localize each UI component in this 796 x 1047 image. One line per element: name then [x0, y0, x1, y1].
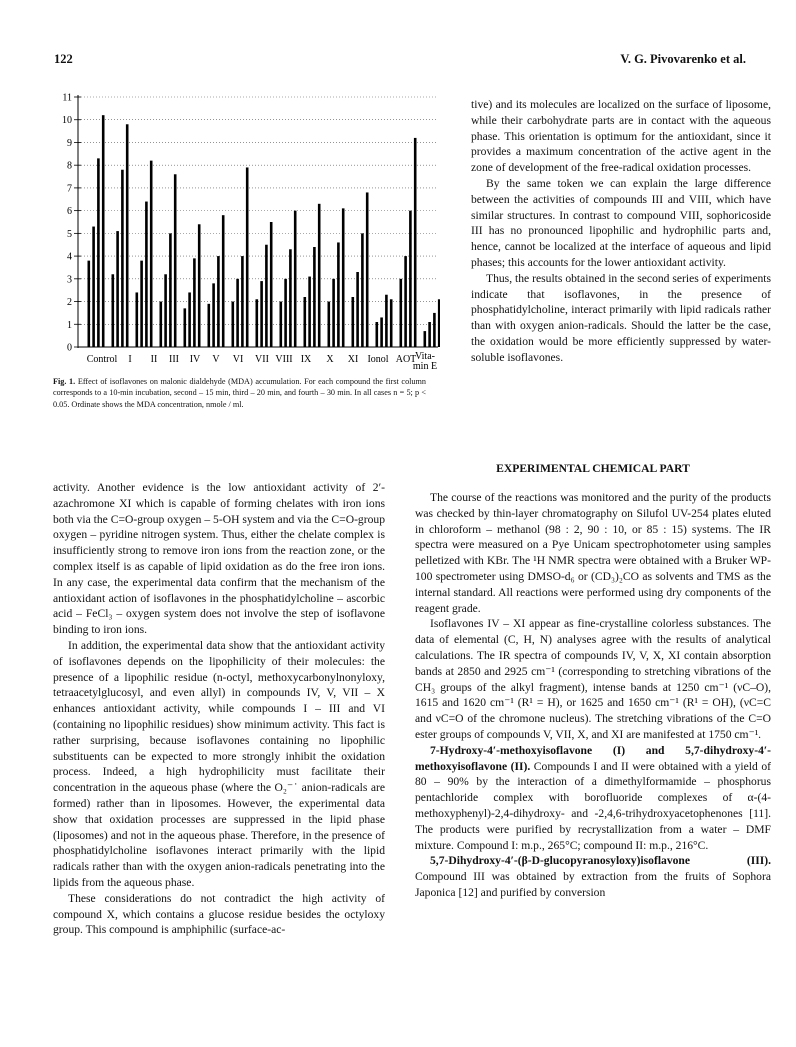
bar — [352, 297, 355, 347]
y-tick-label: 4 — [67, 251, 72, 263]
bar — [385, 295, 388, 347]
bar — [140, 261, 143, 347]
bar — [342, 208, 345, 347]
bar — [164, 274, 167, 347]
bar — [97, 158, 100, 347]
bar — [328, 302, 331, 347]
bar — [174, 174, 177, 347]
chart-bars — [88, 115, 441, 347]
y-tick-label: 8 — [67, 160, 72, 172]
bar — [361, 233, 364, 347]
section-title: EXPERIMENTAL CHEMICAL PART — [496, 462, 690, 475]
x-tick-label: XI — [347, 354, 359, 365]
bar — [337, 242, 340, 347]
bar — [136, 292, 139, 347]
paragraph: In addition, the experimental data show that the antioxidant activity of isoflavones depends on the lipophilicity of their molecules: the presence of a lipophilic residue (n-octyl, methoxycarbonylnonyloxy, tetraacetylglucosyl, and even allyl) in compounds IV, V, VII – X enhances antioxidant activity, while compounds I – III and VI (containing no lipophilic residues) show minimum activity. This fact is rather surprising, because isoflavones containing no lipophilic substituents can be expected to more strongly inhibit the oxidation process. Indeed, a high hydrophilicity must facilitate their concentration in the aqueous phase (where the O₂⁻˙ anion-radicals are formed) rather than in liposomes. However, the experimental data show that oxidation processes are suppressed in the lipid phase (liposomes) and not in the aqueous phase. Therefore, in the presence of phosphatidylcholine isoflavones interact primarily with the lipid radicals rather than with the oxygen anion-radicals penetrating into the lipids from the aqueous phase. — [53, 638, 385, 889]
bar — [160, 302, 163, 347]
bar — [270, 222, 273, 347]
right-column-bottom — [415, 490, 771, 901]
bar — [428, 322, 431, 347]
bar — [424, 331, 427, 347]
bar — [433, 313, 436, 347]
x-tick-label: I — [128, 354, 132, 365]
figure-caption — [53, 376, 426, 410]
bar — [400, 279, 403, 347]
bar — [294, 211, 297, 347]
bar — [116, 231, 119, 347]
x-tick-label: V — [212, 354, 220, 365]
bar — [188, 292, 191, 347]
bar — [198, 224, 201, 347]
x-tick-label: IV — [189, 354, 201, 365]
bar — [356, 272, 359, 347]
chart-grid — [78, 97, 438, 324]
bar — [265, 245, 268, 347]
bar — [414, 138, 417, 347]
y-tick-label: 2 — [67, 297, 72, 309]
y-tick-label: 5 — [67, 228, 72, 240]
x-tick-label: IX — [300, 354, 312, 365]
bar — [284, 279, 287, 347]
bar — [88, 261, 91, 347]
bar — [193, 258, 196, 347]
paragraph: tive) and its molecules are localized on the surface of liposome, while their carbohydrate parts are in contact with the aqueous phase. This orientation is optimum for the antioxidant, since it provides a maximum concentration of the active agent in the zone of development of the free-radical oxidation processes. — [471, 98, 771, 175]
bar — [121, 170, 124, 347]
bar — [409, 211, 412, 347]
bar — [332, 279, 335, 347]
x-tick-label: Control — [86, 354, 118, 365]
bar — [184, 308, 187, 347]
paragraph: These considerations do not contradict the high activity of compound X, which contains a glucose residue besides the octyloxy group. This compound is amphiphilic (surface-ac- — [53, 891, 385, 937]
bar — [313, 247, 316, 347]
bar — [102, 115, 105, 347]
paragraph — [415, 853, 771, 900]
bar — [236, 279, 239, 347]
bar — [390, 299, 393, 347]
x-tick-label: Ionol — [367, 354, 389, 365]
mda-bar-chart — [40, 88, 440, 373]
bar — [260, 281, 263, 347]
y-tick-label: 9 — [67, 137, 72, 149]
bar — [212, 283, 215, 347]
bar — [169, 233, 172, 347]
bar — [92, 227, 95, 347]
x-tick-label: VI — [232, 354, 244, 365]
y-tick-label: 0 — [67, 342, 72, 354]
x-tick-label: VIII — [275, 354, 293, 365]
bar — [232, 302, 235, 347]
paragraph: The course of the reactions was monitored and the purity of the products was checked by thin-layer chromatography on Silufol UV-254 plates eluted in chloroform – methanol (98 : 2, 90 : 10, or 85 : 15) systems. The IR spectra were measured on a Pye Unicam spectrophotometer using samples pelletized with KBr. The ¹H NMR spectra were obtained with a Bruker WP-100 spectrometer using DMSO-d₆ or (CD₃)₂CO as solvents and TMS as the internal standard. All reactions were performed using dry components of the reagent grade. — [415, 491, 771, 615]
bar — [289, 249, 292, 347]
paragraph: activity. Another evidence is the low antioxidant activity of 2′-azachromone XI which is capable of forming chelates with iron ions both via the C=O-group oxygen – 5-OH system and via the C=O-group oxygen – pyridine nitrogen system. Thus, either the chelate complex is insufficiently strong to remove iron ions from the reaction zone, or the complex itself is as capable of lipid oxidation as do the free iron ions. In any case, the experimental data confirm that the mechanism of the antioxidant action of isoflavones in the phosphatidylcholine – ascorbic acid – FeCl₃ – oxygen system does not involve the step of isoflavone binding to iron ions. — [53, 481, 385, 637]
paragraph: Isoflavones IV – XI appear as fine-crystalline colorless substances. The data of elemental (C, H, N) analyses agree with the results of analytical calculations. The IR spectra of compounds IV, V, X, XI contain absorption bands at 2850 and 2925 cm⁻¹ (corresponding to stretching vibrations of the CH₃ groups of the alkyl fragment), intense bands at 1250 cm⁻¹ (νC–O), 1615 and 1620 cm⁻¹ (R¹ = H), or 1625 and 1650 cm⁻¹ (R¹ = OH), (νC=C and νC=O of the chromone nucleus). The stretching vibrations of the C=O ester groups of compounds V, VII, X, and XI are manifested at 1750 cm⁻¹. — [415, 617, 771, 741]
paragraph — [415, 743, 771, 854]
y-tick-label: 7 — [67, 183, 72, 195]
bar — [304, 297, 307, 347]
figure-caption-label: Fig. 1. — [53, 377, 76, 386]
paragraph-text: Compounds I and II were obtained with a yield of 80 – 90% by the interaction of a dimethylformamide – phosphorus pentachloride complex with borofluoride complexes of α-(4-methoxyphenyl)-2,4-dihydroxy- and -2,4,6-trihydroxyacetophenones [11]. The products were purified by recrystallization from a water – DMF mixture. Compound I: m.p., 265°C; compound II: m.p., 216°C. — [415, 759, 771, 852]
bar — [376, 322, 379, 347]
bar — [241, 256, 244, 347]
left-column — [53, 480, 385, 938]
figure-caption-text: Effect of isoflavones on malonic dialdehyde (MDA) accumulation. For each compound the first column corresponds to a 10-min incubation, second – 15 min, third – 20 min, and fourth – 30 min. In all cases n = 5; p < 0.05. Ordinate shows the MDA concentration, nmole / ml. — [53, 377, 426, 409]
bar — [145, 202, 148, 347]
paragraph: Thus, the results obtained in the second series of experiments indicate that isoflavones, in the presence of phosphatidylcholine, interact primarily with lipid radicals rather than with oxygen anion-radicals. Should the latter be the case, the oxidation would be more efficiently suppressed by water-soluble isoflavones. — [471, 271, 771, 364]
x-tick-label: II — [150, 354, 158, 365]
bar — [438, 299, 440, 347]
bar — [318, 204, 321, 347]
y-tick-label: 1 — [67, 319, 72, 331]
y-tick-label: 3 — [67, 274, 72, 286]
bar — [112, 274, 115, 347]
paragraph-text: Compound III was obtained by extraction from the fruits of Sophora Japonica [12] and purified by conversion — [415, 870, 771, 899]
paragraph: By the same token we can explain the large difference between the activities of compounds III and VIII, which have similar structures. In contrast to compound VIII, sophoricoside III has no pronounced lipophilic and hydrophilic parts and, hence, cannot be localized at the interface of aqueous and lipid phases; this accounts for the lower antioxidant activity. — [471, 176, 771, 269]
y-tick-label: 11 — [62, 92, 72, 104]
bar — [222, 215, 225, 347]
chart-x-tick-labels — [87, 351, 437, 372]
bar — [280, 302, 283, 347]
bar — [150, 161, 153, 347]
x-tick-label: min E — [412, 361, 438, 372]
chart-y-tick-labels — [62, 93, 72, 354]
compound-heading: 7-Hydroxy-4′-methoxyisoflavone (I) and 5,7-dihydroxy-4′-methoxyisoflavone (II). — [415, 743, 771, 773]
bar — [126, 124, 129, 347]
x-tick-label: AOT — [395, 354, 417, 365]
bar — [308, 277, 311, 347]
bar — [208, 304, 211, 347]
bar — [246, 167, 249, 347]
bar — [404, 256, 407, 347]
bar — [256, 299, 259, 347]
bar — [217, 256, 220, 347]
y-tick-label: 6 — [67, 206, 72, 218]
bar — [366, 192, 369, 347]
running-header-authors: V. G. Pivovarenko et al. — [620, 52, 746, 66]
x-tick-label: VII — [255, 354, 269, 365]
compound-heading: 5,7-Dihydroxy-4′-(β-D-glucopyranosyloxy)isoflavone (III). — [430, 854, 771, 868]
right-column-top — [471, 97, 771, 366]
x-tick-label: III — [169, 354, 179, 365]
y-tick-label: 10 — [62, 115, 72, 127]
x-tick-label: Vita- — [415, 351, 435, 362]
x-tick-label: X — [326, 354, 334, 365]
bar — [380, 317, 383, 347]
page-number: 122 — [54, 52, 73, 66]
